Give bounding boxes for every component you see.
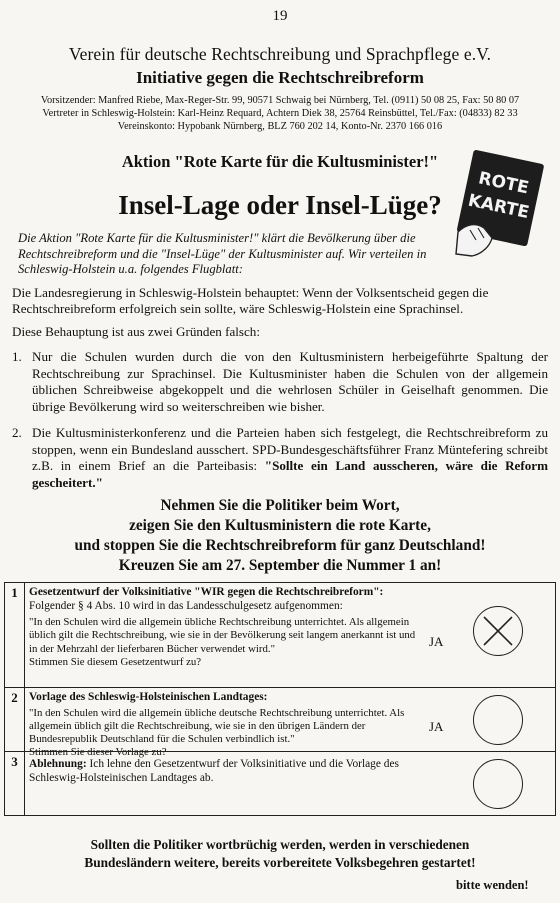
call-line-4: Kreuzen Sie am 27. September die Nummer 1 an! xyxy=(118,557,442,574)
ja-label: JA xyxy=(429,634,444,649)
footer-line-2: Bundesländern weitere, bereits vorbereitete Volksbegehren gestartet! xyxy=(84,855,476,870)
call-line-1: Nehmen Sie die Politiker beim Wort, xyxy=(160,497,400,514)
call-line-3: und stoppen Sie die Rechtschreibreform für ganz Deutschland! xyxy=(74,537,486,554)
ballot-row-title: Gesetzentwurf der Volksinitiative "WIR gegen die Rechtschreibreform": xyxy=(29,586,384,598)
turn-page-note: bitte wenden! xyxy=(456,878,529,892)
ballot-row-2 xyxy=(5,687,555,759)
call-line-2: zeigen Sie den Kultusministern die rote Karte, xyxy=(129,517,431,534)
ja-label: JA xyxy=(429,719,444,734)
paragraph-false: Diese Behauptung ist aus zwei Gründen falsch: xyxy=(12,324,260,339)
ballot-row-question: Stimmen Sie diesem Gesetzentwurf zu? xyxy=(29,655,202,668)
contact-bank-account: Vereinskonto: Hypobank Nürnberg, BLZ 760 202 14, Konto-Nr. 2370 166 016 xyxy=(117,121,443,132)
vote-circle-1-checked[interactable] xyxy=(473,606,523,656)
ballot-row-number: 3 xyxy=(5,752,25,816)
call-to-action xyxy=(0,496,560,576)
footer-notice xyxy=(0,836,560,872)
reason-2-quote: "Sollte ein Land ausscheren, wäre die Reform gescheitert." xyxy=(32,458,548,490)
vote-circle-2[interactable] xyxy=(473,695,523,745)
ballot-row-title-suffix: Ich lehne den Gesetzentwurf der Volksinitiative und die Vorlage des Schleswig-Holsteinischen Landtages ab. xyxy=(29,758,399,784)
ballot-row-number: 1 xyxy=(5,583,25,687)
headline: Insel-Lage oder Insel-Lüge? xyxy=(118,190,442,220)
cross-mark-icon xyxy=(474,607,522,655)
card-text-line2: KARTE xyxy=(466,190,531,224)
ballot-row-1 xyxy=(5,583,555,687)
ballot-row-quote: "In den Schulen wird die allgemein übliche Rechtschreibung unterrichtet. Als allgemein üblich gilt die Rechtschreibung, wie sie in der Bevölkerung seit langem anerkannt ist und in der Mehrzahl der lieferbaren Bücher verwendet wird." xyxy=(29,616,416,655)
reason-1 xyxy=(12,349,548,415)
aktion-title: Aktion "Rote Karte für die Kultusminister!" xyxy=(121,152,439,171)
paragraph-claim: Die Landesregierung in Schleswig-Holstein behauptet: Wenn der Volksentscheid gegen die Rechtschreibreform erfolgreich sein sollte, wäre Schleswig-Holstein eine Sprachinsel. xyxy=(12,285,489,317)
contact-representative: Vertreter in Schleswig-Holstein: Karl-Heinz Requard, Achtern Diek 38, 25764 Reinsbüttel, Tel./Fax: (04833) 82 33 xyxy=(42,108,518,119)
footer-line-1: Sollten die Politiker wortbrüchig werden, werden in verschiedenen xyxy=(90,837,470,852)
ballot-row-quote: "In den Schulen wird die allgemein übliche deutsche Rechtschreibung unterrichtet. Als allgemein üblich gilt die Rechtschreibung, wie sie in den übrigen Ländern der Bundesrepublik Deutschland für die Schulen verbindlich ist." xyxy=(29,706,405,745)
page-number: 19 xyxy=(272,8,288,24)
card-text-line1: ROTE xyxy=(476,168,531,199)
vote-circle-3[interactable] xyxy=(473,759,523,809)
ballot-row-question: Stimmen Sie dieser Vorlage zu? xyxy=(29,746,167,759)
ballot-row-3 xyxy=(5,751,555,816)
ballot-row-number: 2 xyxy=(5,688,25,752)
ballot-row-title: Vorlage des Schleswig-Holsteinischen Landtages: xyxy=(29,691,268,703)
reason-2-text: Die Kultusministerkonferenz und die Parteien haben sich festgelegt, die Rechtschreibreform zu stoppen, wenn ein Bundesland ausschert. SPD-Bundesgeschäftsführer Franz Müntefering schreibt z.B. in einem Brief an die Parteibasis: xyxy=(32,425,548,474)
reason-1-number: 1. xyxy=(12,349,22,364)
ballot-row-title-suffix: Folgender § 4 Abs. 10 wird in das Landesschulgesetz aufgenommen: xyxy=(29,599,343,612)
org-name: Verein für deutsche Rechtschreibung und Sprachpflege e.V. xyxy=(68,44,492,64)
reason-2 xyxy=(12,425,548,491)
ballot-row-title: Ablehnung: xyxy=(29,758,87,770)
ballot-form xyxy=(4,582,556,816)
contact-chairman: Vorsitzender: Manfred Riebe, Max-Reger-Str. 99, 90571 Schwaig bei Nürnberg, Tel. (0911) 50 08 25, Fax: 50 80 07 xyxy=(40,95,520,106)
org-initiative: Initiative gegen die Rechtschreibreform xyxy=(136,68,424,87)
reason-2-number: 2. xyxy=(12,425,22,440)
intro-text: Die Aktion "Rote Karte für die Kultusminister!" klärt die Bevölkerung über die Rechtschreibreform und die "Insel-Lüge" der Kultusminister auf. Wir verteilen in Schleswig-Holstein u.a. folgendes Flugblatt: xyxy=(18,231,427,277)
reason-1-text: Nur die Schulen wurden durch die von den Kultusministern herbeigeführte Spaltung der Rechtschreibung zur Sprachinsel. Die Kultusminister haben die Schulen von der allgemein üblichen Schreibweise abgekoppelt und die wehrlosen Schüler in Geiselhaft genommen. Die übrige Bevölkerung wird so weiterschreiben wie bisher. xyxy=(32,349,548,414)
